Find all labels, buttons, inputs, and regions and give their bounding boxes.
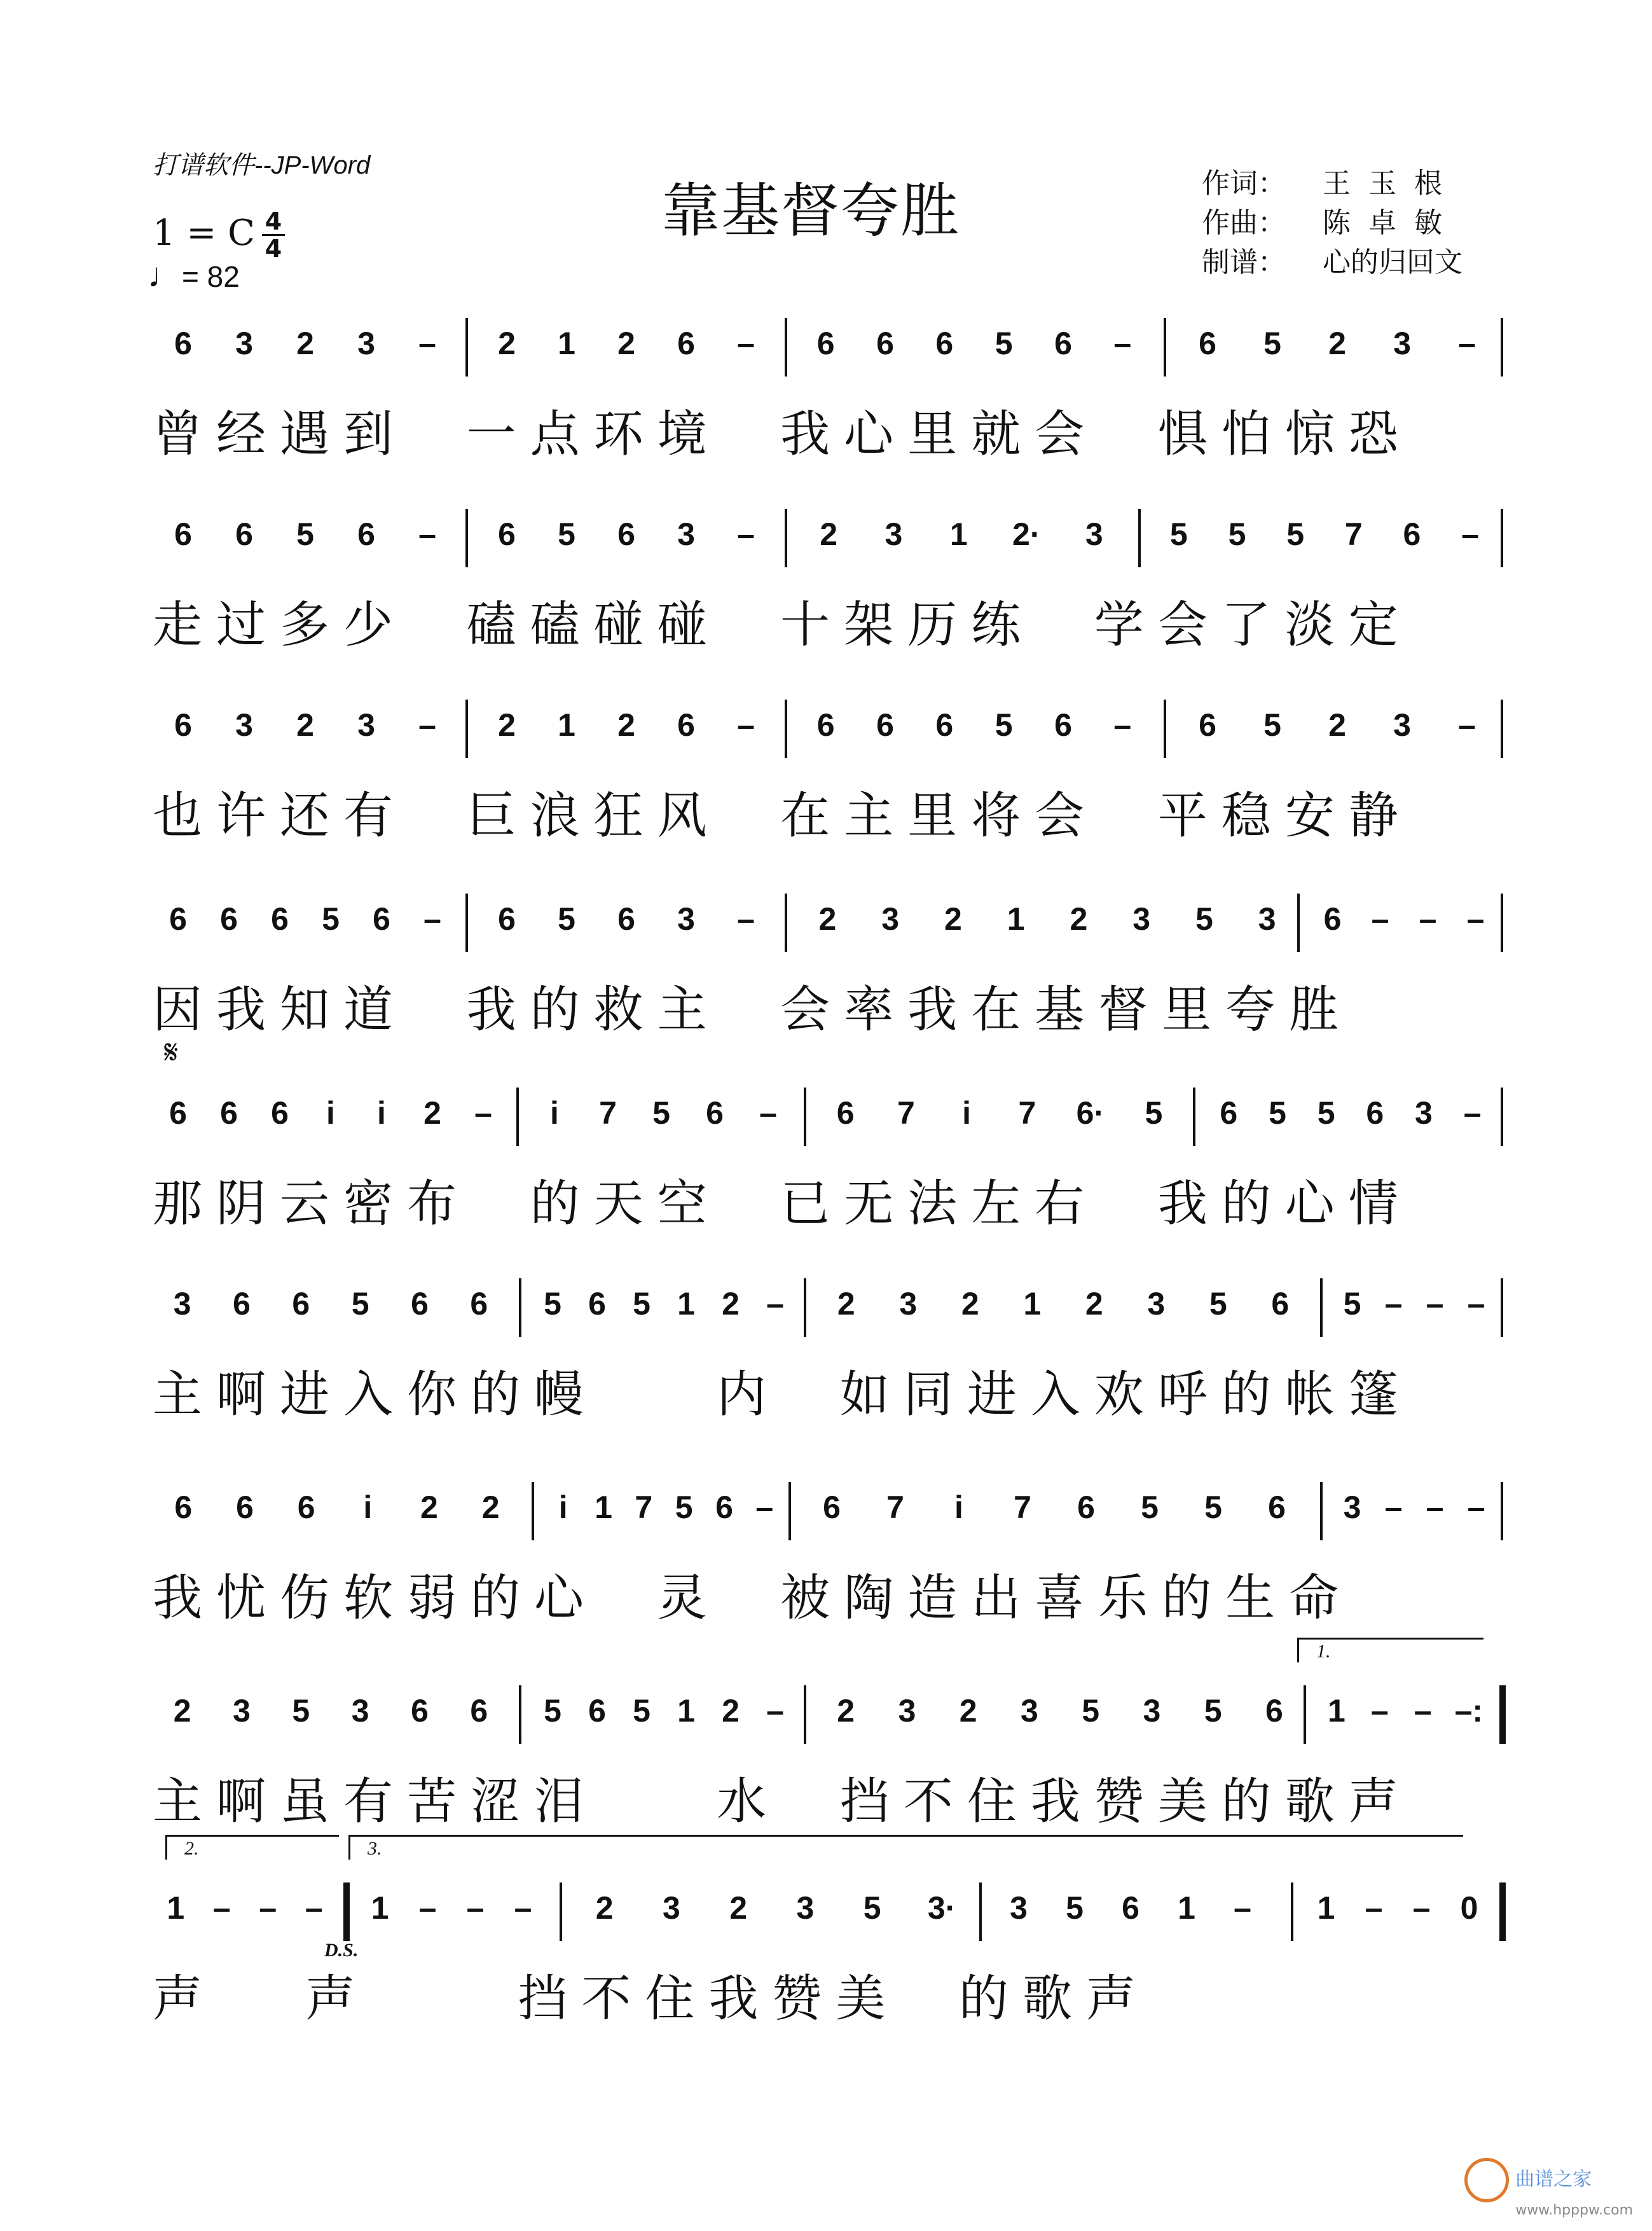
lyricist-credit: 作词： 王 玉 根 <box>1202 167 1442 200</box>
measure <box>796 693 1152 763</box>
measure <box>796 887 1298 957</box>
note: 6 <box>1077 1489 1095 1525</box>
measure <box>1175 693 1499 763</box>
note: 1 <box>1023 1286 1042 1322</box>
lyrics-line: 那阴云密布 的天空 已无法左右 我的心情 <box>153 1175 1412 1233</box>
note: 3 <box>357 707 375 743</box>
measure <box>796 502 1127 572</box>
note: 3 <box>881 901 900 937</box>
measure <box>991 1876 1270 1946</box>
note: 2 <box>498 326 516 361</box>
note: 7 <box>886 1489 904 1525</box>
note: 5 <box>863 1890 881 1926</box>
measure <box>1302 1876 1493 1946</box>
note: 3 <box>677 516 695 552</box>
measure <box>356 1876 547 1946</box>
note: 1 <box>558 707 575 743</box>
lyrics-line: 因我知道 我的救主 会率我在基督里夸胜 <box>153 981 1353 1039</box>
watermark: 曲谱之家 www.hpppw.com <box>1464 2158 1633 2218</box>
note: – <box>1463 1095 1482 1131</box>
note: – <box>737 707 755 743</box>
note: 2 <box>617 707 635 743</box>
note: – <box>418 516 436 552</box>
lyrics-line: 也许还有 巨浪狂风 在主里将会 平稳安静 <box>153 787 1412 845</box>
note: – <box>305 1890 323 1926</box>
note: i <box>558 1489 568 1525</box>
measure <box>153 1081 509 1151</box>
note: 6 <box>677 707 695 743</box>
note: 0 <box>1460 1890 1478 1926</box>
note: 6 <box>935 707 954 743</box>
note: – <box>737 326 755 361</box>
note: 3 <box>662 1890 680 1926</box>
note: 6 <box>174 707 192 743</box>
note: 6 <box>411 1693 429 1729</box>
measure <box>1315 1679 1493 1749</box>
note: 2 <box>420 1489 438 1525</box>
note: 6 <box>174 1489 193 1525</box>
dal-segno-marking: D.S. <box>324 1940 359 1961</box>
note: – <box>418 1890 437 1926</box>
note: 5 <box>1228 516 1246 552</box>
note: i <box>377 1095 386 1131</box>
note: 5 <box>1195 901 1213 937</box>
note: – <box>423 901 441 937</box>
note: 2 <box>722 1286 740 1322</box>
measure <box>815 1679 1305 1749</box>
note: i <box>954 1489 963 1525</box>
score-system <box>153 1081 1513 1272</box>
note: – <box>1365 1890 1383 1926</box>
measure <box>477 502 776 572</box>
note: 6 <box>235 516 253 552</box>
key-signature: 1 = C <box>153 212 255 254</box>
note: 6 <box>236 1489 254 1525</box>
note: 5 <box>558 901 575 937</box>
note: 3 <box>898 1693 916 1729</box>
note: 1 <box>1178 1890 1195 1926</box>
note: 6 <box>836 1095 855 1131</box>
note: 1 <box>1317 1890 1335 1926</box>
note: 5 <box>1204 1693 1222 1729</box>
note: 5 <box>1145 1095 1163 1131</box>
note: 5 <box>544 1286 561 1322</box>
volta-bracket-3 <box>348 1835 1463 1860</box>
song-title: 靠基督夸胜 <box>661 177 961 245</box>
note: 3 <box>235 326 253 361</box>
note: – <box>418 326 436 361</box>
note: 6 <box>1054 707 1072 743</box>
note: 2 <box>423 1095 441 1131</box>
note: 3 <box>235 707 253 743</box>
note: 6 <box>169 901 187 937</box>
note: 3 <box>1393 707 1411 743</box>
logo-icon <box>1464 2158 1509 2202</box>
note: 3 <box>1010 1890 1028 1926</box>
note: 2 <box>173 1693 191 1729</box>
note: 5 <box>296 516 314 552</box>
note: 3 <box>677 901 695 937</box>
lyrics-line: 主啊进入你的幔 内 如同进入欢呼的帐篷 <box>153 1366 1412 1423</box>
lyrics-line: 曾经遇到 一点环境 我心里就会 惧怕惊恐 <box>153 406 1412 463</box>
lyrics-line: 我忧伤软弱的心 灵 被陶造出喜乐的生命 <box>153 1570 1353 1627</box>
note: 6 <box>935 326 954 361</box>
note: – <box>1384 1286 1403 1322</box>
note: – <box>474 1095 492 1131</box>
note: – <box>759 1095 777 1131</box>
measure <box>153 887 458 957</box>
note: 6 <box>498 901 516 937</box>
note: 6 <box>617 901 635 937</box>
measure <box>528 1081 795 1151</box>
measure <box>477 887 776 957</box>
lyrics-line: 声 声 挡不住我赞美 的歌声 <box>153 1970 1150 2027</box>
note: 6 <box>470 1693 488 1729</box>
note: 3 <box>1147 1286 1166 1322</box>
lyrics-line: 主啊虽有苦涩泪 水 挡不住我赞美的歌声 <box>153 1773 1412 1830</box>
note: – <box>466 1890 485 1926</box>
note: 5 <box>1269 1095 1286 1131</box>
note: – <box>1414 1693 1432 1729</box>
note: 2 <box>818 901 837 937</box>
software-credit: 打谱软件--JP-Word <box>153 151 371 179</box>
credits-block <box>1202 164 1463 282</box>
note: 2· <box>1012 516 1041 552</box>
note: 5 <box>1204 1489 1222 1525</box>
score-system <box>153 887 1513 1078</box>
note: 5 <box>675 1489 693 1525</box>
note: 5 <box>1209 1286 1227 1322</box>
note: 2 <box>820 516 838 552</box>
note: 3 <box>1343 1489 1361 1525</box>
note: – <box>1467 1489 1485 1525</box>
note: – <box>1426 1286 1444 1322</box>
note: 6 <box>233 1286 251 1322</box>
note: 5 <box>1066 1890 1084 1926</box>
note: 3 <box>796 1890 815 1926</box>
note: – <box>1234 1890 1251 1926</box>
note: 6 <box>1199 707 1216 743</box>
note: 3 <box>1085 516 1103 552</box>
note: 3 <box>173 1286 191 1322</box>
arranger-credit: 制谱： 心的归回文 <box>1202 246 1463 279</box>
note: 2 <box>837 1286 855 1322</box>
note: 6 <box>271 901 289 937</box>
note: 5 <box>1263 707 1281 743</box>
note: 3 <box>351 1693 369 1729</box>
note: 6 <box>357 516 375 552</box>
note: 5 <box>995 707 1013 743</box>
note: 6 <box>617 516 635 552</box>
note: – <box>1412 1890 1431 1926</box>
note: 3 <box>1143 1693 1161 1729</box>
note: 1 <box>1007 901 1025 937</box>
note: 6 <box>816 326 835 361</box>
note: 5 <box>1317 1095 1335 1131</box>
note: 7 <box>599 1095 617 1131</box>
note: i <box>962 1095 972 1131</box>
note: 1 <box>677 1693 695 1729</box>
note: – <box>1461 516 1480 552</box>
note: – <box>1371 901 1389 937</box>
note: 7 <box>1344 516 1363 552</box>
measure <box>477 693 776 763</box>
note: 5 <box>1343 1286 1361 1322</box>
measure <box>153 312 458 382</box>
note: 6 <box>677 326 695 361</box>
note: – <box>1467 1286 1485 1322</box>
note: 7 <box>1014 1489 1031 1525</box>
note: 6 <box>292 1286 310 1322</box>
measure <box>153 1876 337 1946</box>
measure <box>153 693 458 763</box>
note: 7 <box>897 1095 915 1131</box>
note: – <box>259 1890 277 1926</box>
note: 2 <box>617 326 635 361</box>
measure <box>815 1272 1311 1342</box>
note: 6 <box>1403 516 1421 552</box>
note: 6 <box>1366 1095 1384 1131</box>
note: 6 <box>220 1095 238 1131</box>
note: 2 <box>1085 1286 1103 1322</box>
note: 1 <box>677 1286 695 1322</box>
note: 6 <box>169 1095 187 1131</box>
note: 3 <box>1020 1693 1038 1729</box>
measure <box>800 1475 1309 1545</box>
note: – <box>1458 326 1476 361</box>
note: 1 <box>167 1890 185 1926</box>
measure <box>153 502 458 572</box>
note: 5 <box>1286 516 1305 552</box>
note: 2 <box>1328 707 1346 743</box>
tempo-marking: ♩= 82 <box>148 256 240 294</box>
note: – <box>1113 707 1132 743</box>
note: 6 <box>876 326 894 361</box>
note: 2 <box>296 326 314 361</box>
note: 3 <box>1132 901 1151 937</box>
measure <box>153 1679 509 1749</box>
note: 6 <box>373 901 390 937</box>
note: 7 <box>635 1489 653 1525</box>
note: 1 <box>595 1489 612 1525</box>
note: – <box>1426 1489 1444 1525</box>
note: – <box>1384 1489 1403 1525</box>
note: 5 <box>1082 1693 1100 1729</box>
note: 6 <box>174 516 192 552</box>
note: – <box>1370 1693 1389 1729</box>
note: – <box>737 901 755 937</box>
note: 6 <box>220 901 238 937</box>
note: 6 <box>411 1286 429 1322</box>
note: 6 <box>588 1286 606 1322</box>
measure <box>1150 502 1499 572</box>
note: 2 <box>1328 326 1346 361</box>
note: 6 <box>706 1095 724 1131</box>
note: 2 <box>595 1890 614 1926</box>
note: 6 <box>1323 901 1342 937</box>
note: 2 <box>481 1489 500 1525</box>
note: 2 <box>729 1890 748 1926</box>
note: – <box>1419 901 1437 937</box>
note: 6 <box>271 1095 289 1131</box>
note: – <box>766 1693 784 1729</box>
note: 6 <box>1271 1286 1290 1322</box>
score-system <box>153 312 1513 502</box>
note: 5 <box>995 326 1013 361</box>
note: – <box>212 1890 231 1926</box>
measure <box>1332 1475 1497 1545</box>
note: 3 <box>357 326 375 361</box>
note: 6 <box>876 707 894 743</box>
note: 2 <box>1070 901 1088 937</box>
score-system <box>153 693 1513 884</box>
volta-label-2: 2. <box>184 1838 199 1859</box>
note: 5 <box>292 1693 310 1729</box>
note: 6 <box>1220 1095 1238 1131</box>
note: 2 <box>959 1693 977 1729</box>
time-signature: 4 4 <box>261 209 286 261</box>
measure <box>153 1475 521 1545</box>
note: 5 <box>1263 326 1281 361</box>
note: 3 <box>233 1693 251 1729</box>
note: 5 <box>652 1095 670 1131</box>
note: – <box>1113 326 1132 361</box>
lyrics-line: 走过多少 磕磕碰碰 十架历练 学会了淡定 <box>153 597 1412 654</box>
note: – <box>737 516 755 552</box>
note: 5 <box>544 1693 561 1729</box>
note: – <box>418 707 436 743</box>
note: 2 <box>296 707 314 743</box>
note: – <box>514 1890 532 1926</box>
measure <box>815 1081 1184 1151</box>
note: 5 <box>633 1693 650 1729</box>
note: 6 <box>1265 1693 1283 1729</box>
note: 6 <box>715 1489 733 1525</box>
note: 5 <box>558 516 575 552</box>
measure <box>530 1272 797 1342</box>
note: 6 <box>1122 1890 1139 1926</box>
note: 6 <box>297 1489 315 1525</box>
note: 1 <box>371 1890 389 1926</box>
note: 2 <box>944 901 962 937</box>
measure <box>571 1876 978 1946</box>
measure <box>796 312 1152 382</box>
volta-label-3: 3. <box>368 1838 382 1859</box>
note: 5 <box>1169 516 1188 552</box>
note: – <box>1466 901 1485 937</box>
measure <box>1204 1081 1497 1151</box>
note: i <box>550 1095 559 1131</box>
note: 3 <box>1258 901 1276 937</box>
measure <box>1175 312 1499 382</box>
measure <box>477 312 776 382</box>
score-system <box>153 1876 1513 2067</box>
note: 6· <box>1076 1095 1105 1131</box>
note: 7 <box>1018 1095 1036 1131</box>
segno-sign: 𝄋 <box>164 1033 179 1072</box>
note: 6 <box>816 707 835 743</box>
note: – <box>1458 707 1476 743</box>
note: – <box>766 1286 784 1322</box>
composer-credit: 作曲： 陈 卓 敏 <box>1202 207 1442 239</box>
note: 5 <box>351 1286 369 1322</box>
measure <box>153 1272 509 1342</box>
note: 2 <box>837 1693 855 1729</box>
note: 3 <box>899 1286 918 1322</box>
note: 5 <box>322 901 340 937</box>
note: 6 <box>174 326 192 361</box>
score-system <box>153 502 1513 693</box>
measure <box>1309 887 1499 957</box>
note: 2 <box>961 1286 979 1322</box>
measure <box>530 1679 797 1749</box>
note: 5 <box>633 1286 650 1322</box>
note: –: <box>1454 1693 1483 1729</box>
note: 6 <box>588 1693 606 1729</box>
note: 6 <box>470 1286 488 1322</box>
note: 3 <box>1415 1095 1433 1131</box>
note: 6 <box>1199 326 1216 361</box>
note: 2 <box>498 707 516 743</box>
note: 3 <box>1393 326 1411 361</box>
note: 3· <box>927 1890 956 1926</box>
measure <box>543 1475 785 1545</box>
note: 6 <box>823 1489 841 1525</box>
note: 6 <box>498 516 516 552</box>
note: i <box>326 1095 335 1131</box>
note: 1 <box>558 326 575 361</box>
note: 1 <box>949 516 968 552</box>
note: 2 <box>722 1693 740 1729</box>
note: i <box>363 1489 373 1525</box>
score-system <box>153 1272 1513 1463</box>
volta-label-1: 1. <box>1316 1641 1331 1662</box>
note: 1 <box>1328 1693 1346 1729</box>
note: 3 <box>885 516 903 552</box>
note: 6 <box>1054 326 1072 361</box>
note: 6 <box>1268 1489 1286 1525</box>
note: 5 <box>1141 1489 1159 1525</box>
quarter-note-icon: ♩ <box>148 256 182 294</box>
note: – <box>755 1489 774 1525</box>
measure <box>1332 1272 1497 1342</box>
